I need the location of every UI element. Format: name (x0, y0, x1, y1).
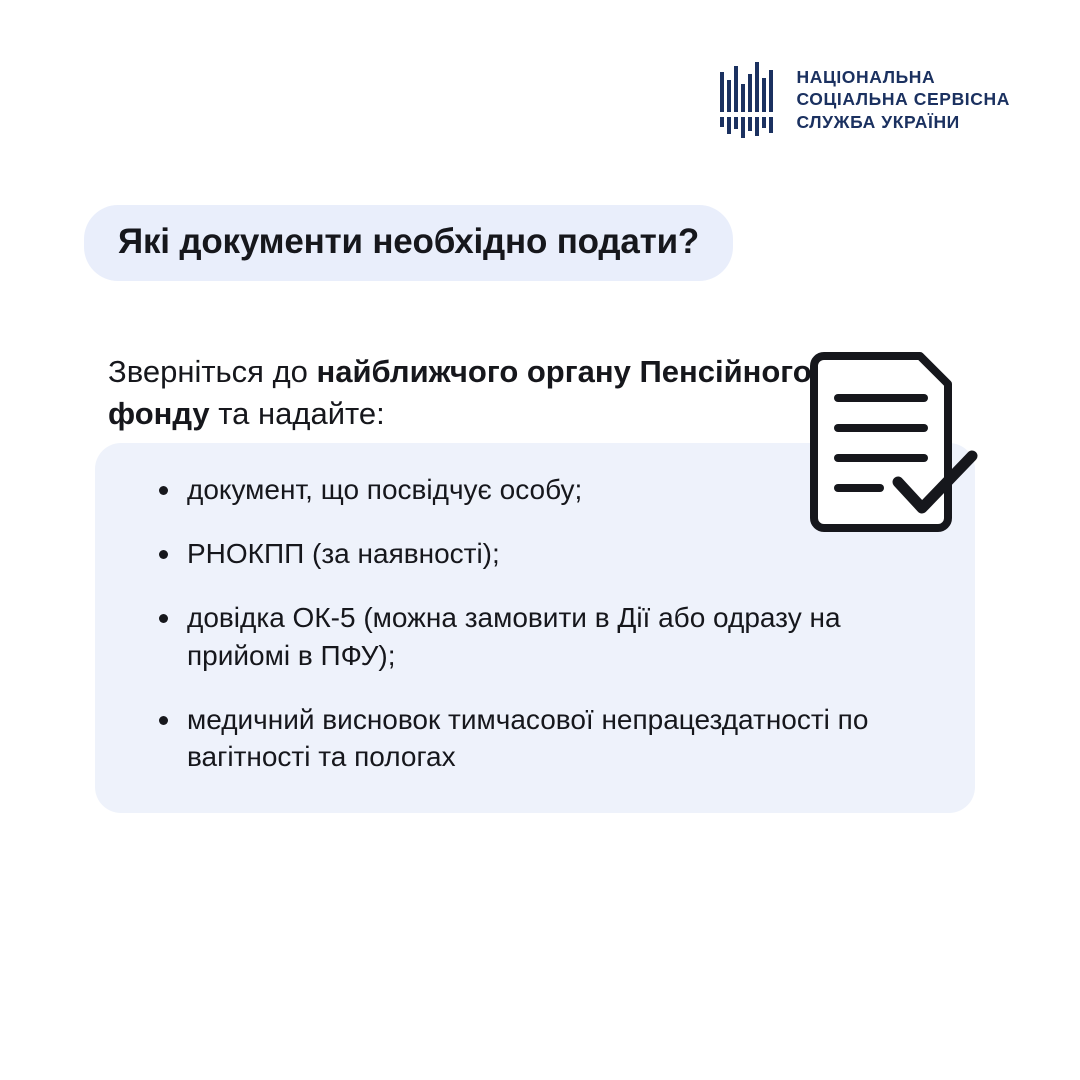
list-item: документ, що посвідчує особу; (155, 471, 941, 508)
document-with-checkmark-icon (806, 352, 984, 534)
list-item: довідка ОК-5 (можна замовити в Дії або одразу на прийомі в ПФУ); (155, 599, 941, 673)
list-item: медичний висновок тимчасової непрацездатності по вагітності та пологах (155, 701, 941, 775)
page-title: Які документи необхідно подати? (118, 222, 700, 261)
intro-paragraph (108, 351, 828, 436)
brand-line-2: СОЦІАЛЬНА СЕРВІСНА (796, 89, 1010, 110)
nssu-trident-logo-icon (718, 62, 780, 138)
intro-text-after: та надайте: (209, 396, 385, 432)
brand-line-1: НАЦІОНАЛЬНА (796, 66, 936, 87)
intro-text-before: Зверніться до (108, 354, 317, 389)
list-item: РНОКПП (за наявності); (155, 535, 941, 572)
brand-line-3: СЛУЖБА УКРАЇНИ (796, 111, 960, 132)
brand-name (796, 68, 1010, 133)
page-title-pill (84, 205, 733, 281)
brand-header (718, 62, 1010, 138)
intro-text-bold: найближчого органу Пенсійного фонду (108, 354, 812, 432)
